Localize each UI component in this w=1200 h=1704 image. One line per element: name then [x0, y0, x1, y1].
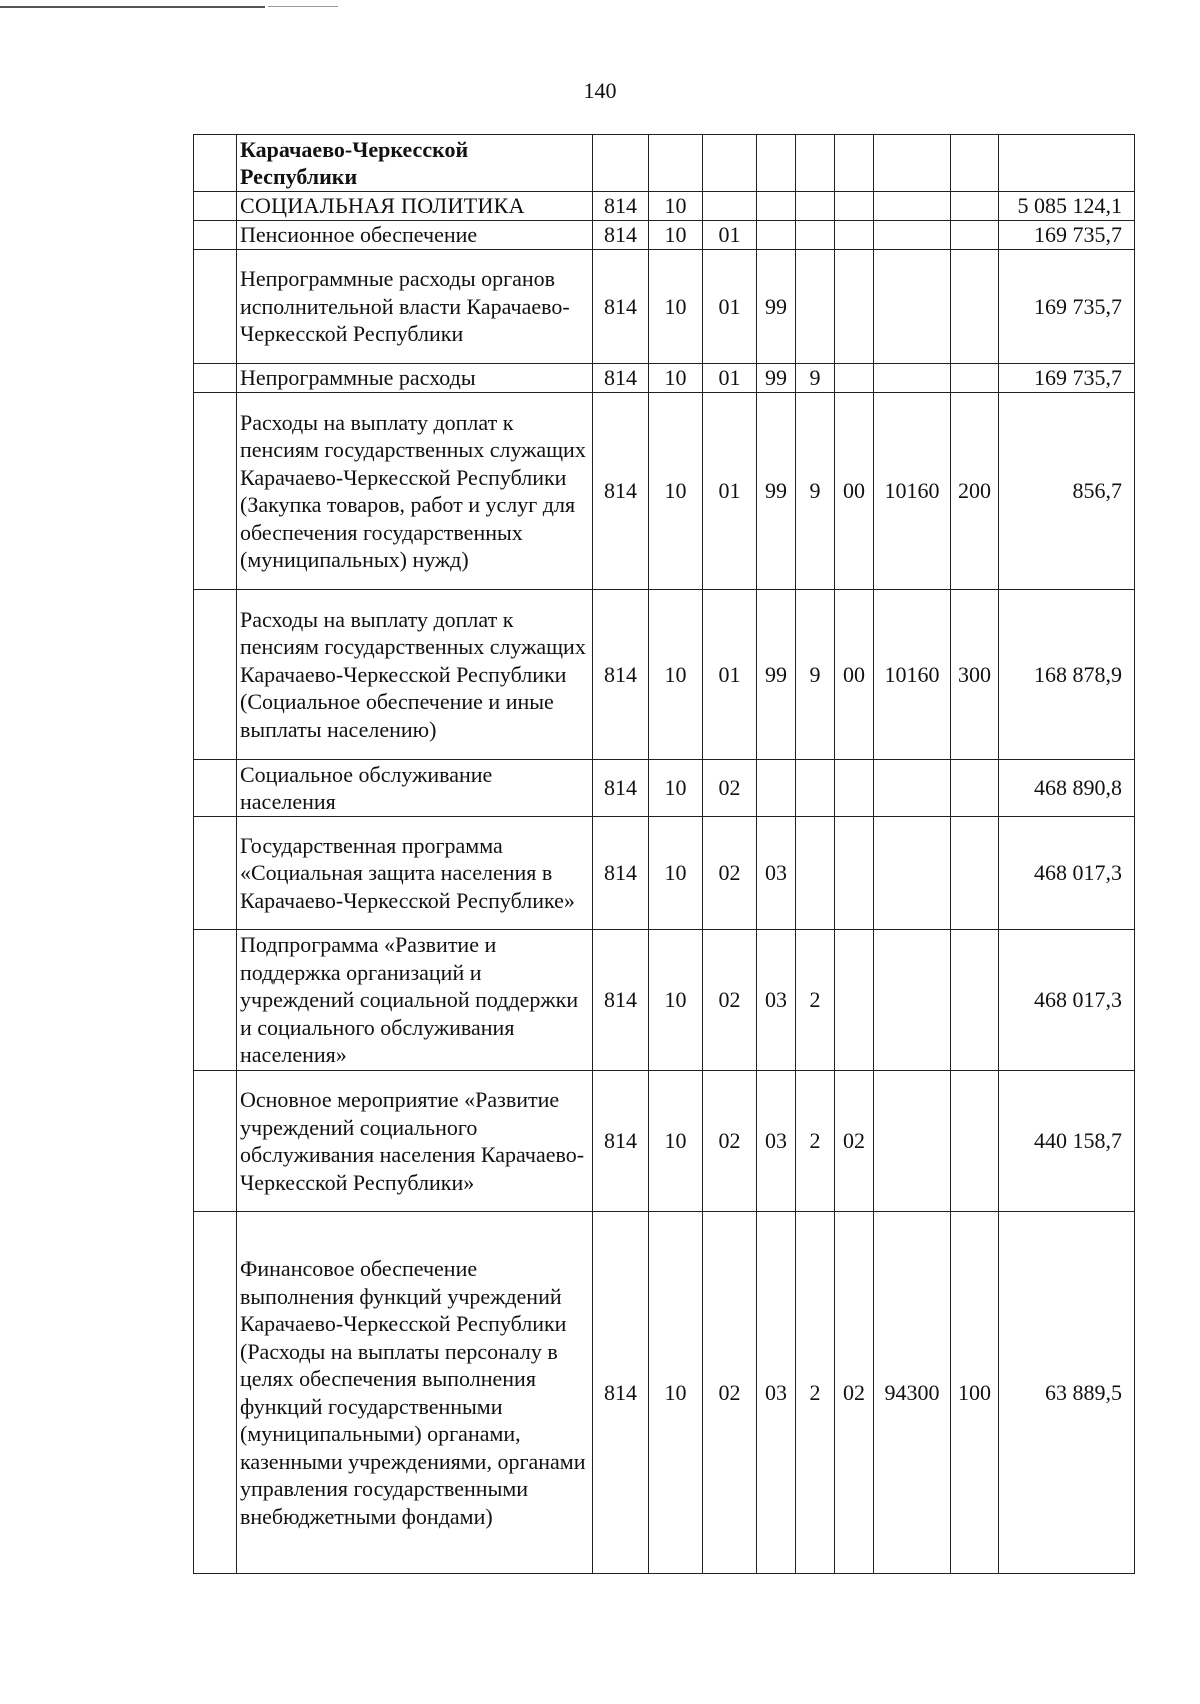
subsection-code: 01: [703, 250, 757, 364]
ministry-code: 814: [593, 364, 649, 393]
event-code: [835, 250, 874, 364]
row-number-cell: [194, 590, 237, 760]
section-code: 10: [649, 1071, 703, 1212]
section-code: 10: [649, 590, 703, 760]
direction-code: [874, 221, 951, 250]
subprogram-code: 9: [796, 393, 835, 590]
section-code: 10: [649, 364, 703, 393]
event-code: 02: [835, 1212, 874, 1574]
ministry-code: 814: [593, 1071, 649, 1212]
table-row: [194, 250, 1135, 364]
program-code: 99: [757, 590, 796, 760]
expense-type-code: 200: [951, 393, 999, 590]
table-row: [194, 817, 1135, 930]
program-code: 03: [757, 1212, 796, 1574]
direction-code: [874, 192, 951, 221]
amount: 169 735,7: [999, 250, 1135, 364]
amount: 468 890,8: [999, 760, 1135, 817]
subsection-code: 01: [703, 393, 757, 590]
subprogram-code: [796, 760, 835, 817]
direction-code: [874, 760, 951, 817]
table-row: [194, 1212, 1135, 1574]
table-row: [194, 393, 1135, 590]
program-code: 03: [757, 1071, 796, 1212]
item-name: Непрограммные расходы органов исполнительной власти Карачаево-Черкесской Республики: [237, 250, 593, 364]
row-number-cell: [194, 192, 237, 221]
amount: 856,7: [999, 393, 1135, 590]
amount: 63 889,5: [999, 1212, 1135, 1574]
page-number: 140: [583, 78, 617, 103]
section-code: 10: [649, 1212, 703, 1574]
direction-code: [874, 1071, 951, 1212]
section-code: 10: [649, 817, 703, 930]
row-number-cell: [194, 250, 237, 364]
ministry-code: 814: [593, 192, 649, 221]
subprogram-code: [796, 135, 835, 192]
item-name: Расходы на выплату доплат к пенсиям государственных служащих Карачаево-Черкесской Республики (Социальное обеспечение и иные выплаты населению): [237, 590, 593, 760]
expense-type-code: 300: [951, 590, 999, 760]
program-code: 99: [757, 364, 796, 393]
subprogram-code: [796, 192, 835, 221]
table-row: [194, 760, 1135, 817]
subprogram-code: [796, 250, 835, 364]
item-name: Подпрограмма «Развитие и поддержка организаций и учреждений социальной поддержки и социального обслуживания населения»: [237, 930, 593, 1071]
ministry-code: 814: [593, 760, 649, 817]
event-code: [835, 817, 874, 930]
item-name: Государственная программа «Социальная защита населения в Карачаево-Черкесской Республике»: [237, 817, 593, 930]
row-number-cell: [194, 221, 237, 250]
item-name: Карачаево-Черкесской Республики: [237, 135, 593, 192]
scan-edge-rule: [268, 6, 338, 7]
section-code: 10: [649, 760, 703, 817]
expense-type-code: [951, 135, 999, 192]
direction-code: 10160: [874, 590, 951, 760]
expense-type-code: [951, 192, 999, 221]
subsection-code: 01: [703, 364, 757, 393]
expense-type-code: [951, 250, 999, 364]
subprogram-code: 9: [796, 364, 835, 393]
event-code: [835, 760, 874, 817]
table-row: [194, 1071, 1135, 1212]
table-row: [194, 590, 1135, 760]
item-name: СОЦИАЛЬНАЯ ПОЛИТИКА: [237, 192, 593, 221]
program-code: 03: [757, 930, 796, 1071]
subprogram-code: 2: [796, 1071, 835, 1212]
ministry-code: 814: [593, 930, 649, 1071]
subprogram-code: 2: [796, 930, 835, 1071]
budget-table: [193, 134, 1135, 1574]
item-name: Непрограммные расходы: [237, 364, 593, 393]
event-code: 02: [835, 1071, 874, 1212]
subsection-code: [703, 135, 757, 192]
subprogram-code: 2: [796, 1212, 835, 1574]
subprogram-code: [796, 221, 835, 250]
program-code: [757, 135, 796, 192]
table-row: [194, 364, 1135, 393]
subprogram-code: [796, 817, 835, 930]
item-name: Расходы на выплату доплат к пенсиям государственных служащих Карачаево-Черкесской Республики (Закупка товаров, работ и услуг для обеспечения государственных (муниципальных) нужд): [237, 393, 593, 590]
event-code: [835, 221, 874, 250]
row-number-cell: [194, 930, 237, 1071]
row-number-cell: [194, 1212, 237, 1574]
amount: 468 017,3: [999, 930, 1135, 1071]
item-name: Пенсионное обеспечение: [237, 221, 593, 250]
section-code: 10: [649, 192, 703, 221]
amount: 440 158,7: [999, 1071, 1135, 1212]
amount: 169 735,7: [999, 221, 1135, 250]
subsection-code: [703, 192, 757, 221]
table-row: [194, 930, 1135, 1071]
row-number-cell: [194, 135, 237, 192]
row-number-cell: [194, 760, 237, 817]
ministry-code: 814: [593, 250, 649, 364]
ministry-code: 814: [593, 817, 649, 930]
subsection-code: 02: [703, 930, 757, 1071]
subsection-code: 01: [703, 590, 757, 760]
row-number-cell: [194, 364, 237, 393]
amount: [999, 135, 1135, 192]
expense-type-code: [951, 221, 999, 250]
row-number-cell: [194, 393, 237, 590]
ministry-code: 814: [593, 1212, 649, 1574]
program-code: [757, 192, 796, 221]
subsection-code: 02: [703, 817, 757, 930]
subsection-code: 02: [703, 760, 757, 817]
event-code: 00: [835, 590, 874, 760]
event-code: [835, 930, 874, 1071]
amount: 168 878,9: [999, 590, 1135, 760]
item-name: Основное мероприятие «Развитие учреждений социального обслуживания населения Карачаево-Черкесской Республики»: [237, 1071, 593, 1212]
expense-type-code: 100: [951, 1212, 999, 1574]
ministry-code: [593, 135, 649, 192]
item-name: Социальное обслуживание населения: [237, 760, 593, 817]
program-code: [757, 221, 796, 250]
program-code: [757, 760, 796, 817]
event-code: [835, 135, 874, 192]
subprogram-code: 9: [796, 590, 835, 760]
section-code: 10: [649, 393, 703, 590]
event-code: 00: [835, 393, 874, 590]
ministry-code: 814: [593, 393, 649, 590]
amount: 468 017,3: [999, 817, 1135, 930]
section-code: 10: [649, 221, 703, 250]
scan-edge-rule: [0, 6, 265, 8]
expense-type-code: [951, 1071, 999, 1212]
row-number-cell: [194, 1071, 237, 1212]
direction-code: [874, 135, 951, 192]
direction-code: 94300: [874, 1212, 951, 1574]
section-code: [649, 135, 703, 192]
direction-code: [874, 817, 951, 930]
program-code: 99: [757, 250, 796, 364]
expense-type-code: [951, 930, 999, 1071]
direction-code: [874, 250, 951, 364]
row-number-cell: [194, 817, 237, 930]
amount: 5 085 124,1: [999, 192, 1135, 221]
direction-code: [874, 930, 951, 1071]
amount: 169 735,7: [999, 364, 1135, 393]
subsection-code: 02: [703, 1212, 757, 1574]
item-name: Финансовое обеспечение выполнения функций учреждений Карачаево-Черкесской Республики (Расходы на выплаты персоналу в целях обеспечения выполнения функций государственными (муниципальными) органами, казенными учреждениями, органами управления государственными внебюджетными фондами): [237, 1212, 593, 1574]
program-code: 03: [757, 817, 796, 930]
program-code: 99: [757, 393, 796, 590]
direction-code: 10160: [874, 393, 951, 590]
table-row: [194, 192, 1135, 221]
expense-type-code: [951, 817, 999, 930]
ministry-code: 814: [593, 590, 649, 760]
table-row: [194, 221, 1135, 250]
expense-type-code: [951, 364, 999, 393]
section-code: 10: [649, 930, 703, 1071]
event-code: [835, 364, 874, 393]
direction-code: [874, 364, 951, 393]
subsection-code: 02: [703, 1071, 757, 1212]
event-code: [835, 192, 874, 221]
ministry-code: 814: [593, 221, 649, 250]
expense-type-code: [951, 760, 999, 817]
subsection-code: 01: [703, 221, 757, 250]
table-row: [194, 135, 1135, 192]
section-code: 10: [649, 250, 703, 364]
